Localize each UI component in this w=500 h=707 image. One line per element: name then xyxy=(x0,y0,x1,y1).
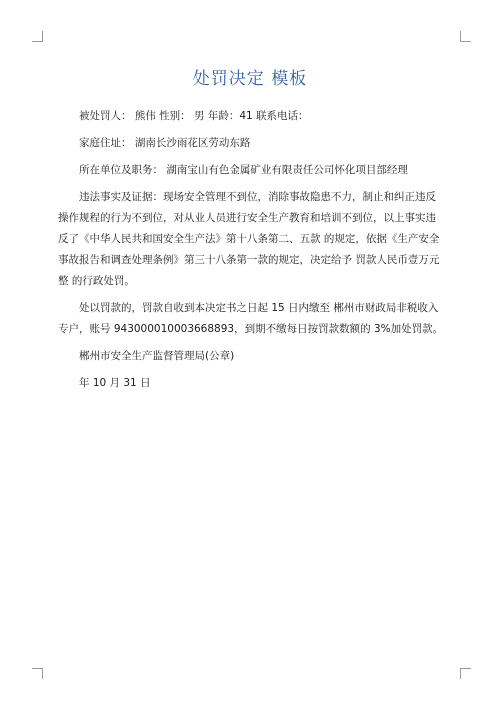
issuing-authority-line: 郴州市安全生产监督管理局(公章) xyxy=(79,350,235,362)
crop-mark-top-left xyxy=(32,31,43,42)
document-title: 处罚决定 模板 xyxy=(192,69,308,89)
document-body xyxy=(58,106,446,400)
home-address-line: 家庭住址： 湖南长沙雨花区劳动东路 xyxy=(79,137,251,149)
issue-date-line: 年 10 月 31 日 xyxy=(79,377,151,389)
fine-payment-paragraph: 处以罚款的，罚款自收到本决定书之日起 15 日内缴至 郴州市财政局非税收入专户，账号 943000010003668893，到期不缴每日按罚款数额的 3%加处罚款。 xyxy=(58,302,444,335)
violation-facts-paragraph: 违法事实及证据：现场安全管理不到位，消除事故隐患不力，制止和纠正违反操作规程的行为不到位，对从业人员进行安全生产教育和培训不到位，以上事实违反了《中华人民共和国安全生产法》第十八条第二、五款 的规定，依据《生产安全事故报告和调查处理条例》第三十八条第一款的规定，决定给予 罚款人民币壹万元整 的行政处罚。 xyxy=(58,191,440,287)
penalized-person-line: 被处罚人： 熊伟 性别： 男 年龄：41 联系电话： xyxy=(79,110,309,122)
crop-mark-top-right xyxy=(460,31,471,42)
employer-position-line: 所在单位及职务： 湖南宝山有色金属矿业有限责任公司怀化项目部经理 xyxy=(79,164,408,176)
crop-mark-bottom-right xyxy=(460,668,471,679)
crop-mark-bottom-left xyxy=(32,668,43,679)
